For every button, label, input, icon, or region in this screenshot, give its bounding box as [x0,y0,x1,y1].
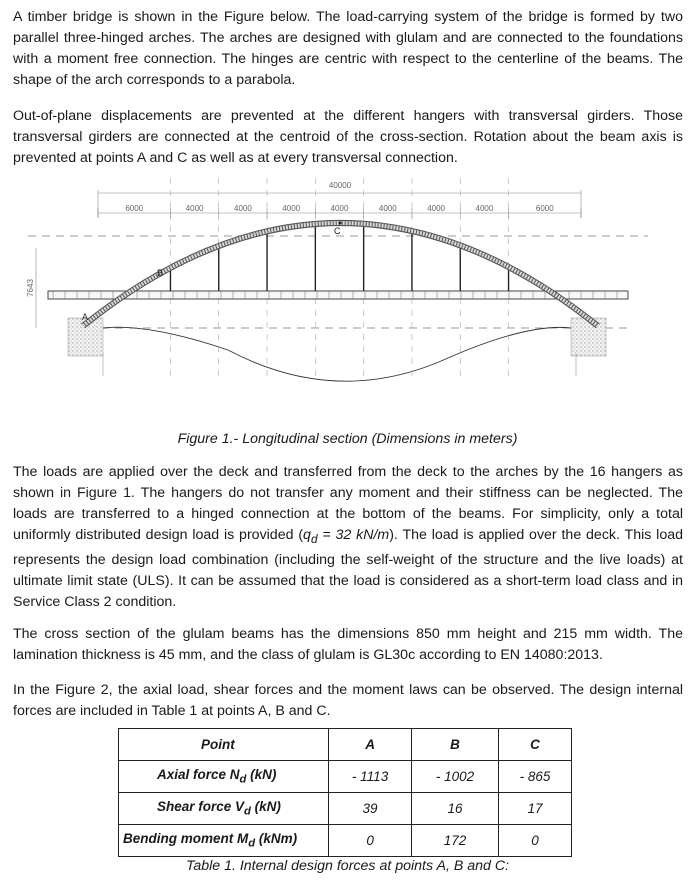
segment-label: 4000 [378,204,397,213]
load-symbol-sub: d [310,531,318,546]
loads-text-2: ). The load is applied over the deck. This load represents the design load combination (including the self-weight of the structure and the live loads) at ultimate limit state (ULS). It can be assumed that the load is considered as a short-term load class and in Service Class 2 condition. [13,527,683,610]
header-c: C [498,729,571,761]
segment-label: 4000 [234,204,252,213]
cell-b: 172 [412,825,499,857]
segment-label: 4000 [427,204,445,213]
bridge-longitudinal-section [28,178,648,428]
cell-a: - 1113 [329,761,412,793]
point-a-label: A [82,312,89,322]
figure-caption: Figure 1.- Longitudinal section (Dimensions in meters) [177,431,518,447]
constraints-paragraph: Out-of-plane displacements are prevented at the different hangers with transversal girders. Those transversal girders are connected at the centroid of the cross-section. Rotation about the beam axis is prevented at points A and C as well as at every transversal connection. [13,108,683,166]
point-c-label: C [334,226,341,236]
intro-paragraph: A timber bridge is shown in the Figure below. The load-carrying system of the bridge is formed by two parallel three-hinged arches. The arches are designed with glulam and are connected to the foundations with a moment free connection. The hinges are centric with respect to the centerline of the beams. The shape of the arch corresponds to a parabola. [13,9,683,88]
segment-label: 6000 [535,204,554,213]
forces-intro-paragraph: In the Figure 2, the axial load, shear forces and the moment laws can be observed. The design internal forces are included in Table 1 at points A, B and C. [13,682,683,719]
cross-section-paragraph: The cross section of the glulam beams has the dimensions 850 mm height and 215 mm width. The lamination thickness is 45 mm, and the class of glulam is GL30c according to EN 14080:2013. [13,626,683,663]
segment-label: 4000 [330,204,349,213]
dim-total-label: 40000 [328,181,352,190]
header-b: B [412,729,499,761]
segment-label: 4000 [475,204,494,213]
table-row [119,825,572,857]
cell-c: - 865 [498,761,571,793]
loads-paragraph [13,462,683,613]
load-symbol: q [303,527,311,543]
dim-height-label: 7643 [26,279,35,297]
row-label: Bending moment $M_d$ (kNm) [119,825,329,857]
segment-label: 4000 [185,204,204,213]
table-row [119,761,572,793]
table-row [119,793,572,825]
cell-a: 39 [329,793,412,825]
table-header-row [119,729,572,761]
row-label: Shear force $V_d$ (kN) [119,793,329,825]
loads-text-1: The loads are applied over the deck and transferred from the deck to the arches by the 16 hangers as shown in Figure 1. The hangers do not transfer any moment and their stiffness can be neglected. The loads are transferred to a hinged connection at the bottom of the beams. For simplicity, only a total uniformly distributed design load is provided ( [13,464,683,543]
segment-label: 6000 [125,204,144,213]
point-b-label: B [157,268,164,278]
load-value: = 32 kN/m [317,527,390,543]
segment-label: 4000 [282,204,301,213]
internal-forces-table [118,728,572,857]
table-caption: Table 1. Internal design forces at points A, B and C: [185,858,510,874]
cell-c: 0 [498,825,571,857]
cell-b: - 1002 [412,761,499,793]
cell-b: 16 [412,793,499,825]
row-label: Axial force $N_d$ (kN) [119,761,329,793]
cell-a: 0 [329,825,412,857]
cell-c: 17 [498,793,571,825]
header-a: A [329,729,412,761]
header-point: Point [119,729,329,761]
